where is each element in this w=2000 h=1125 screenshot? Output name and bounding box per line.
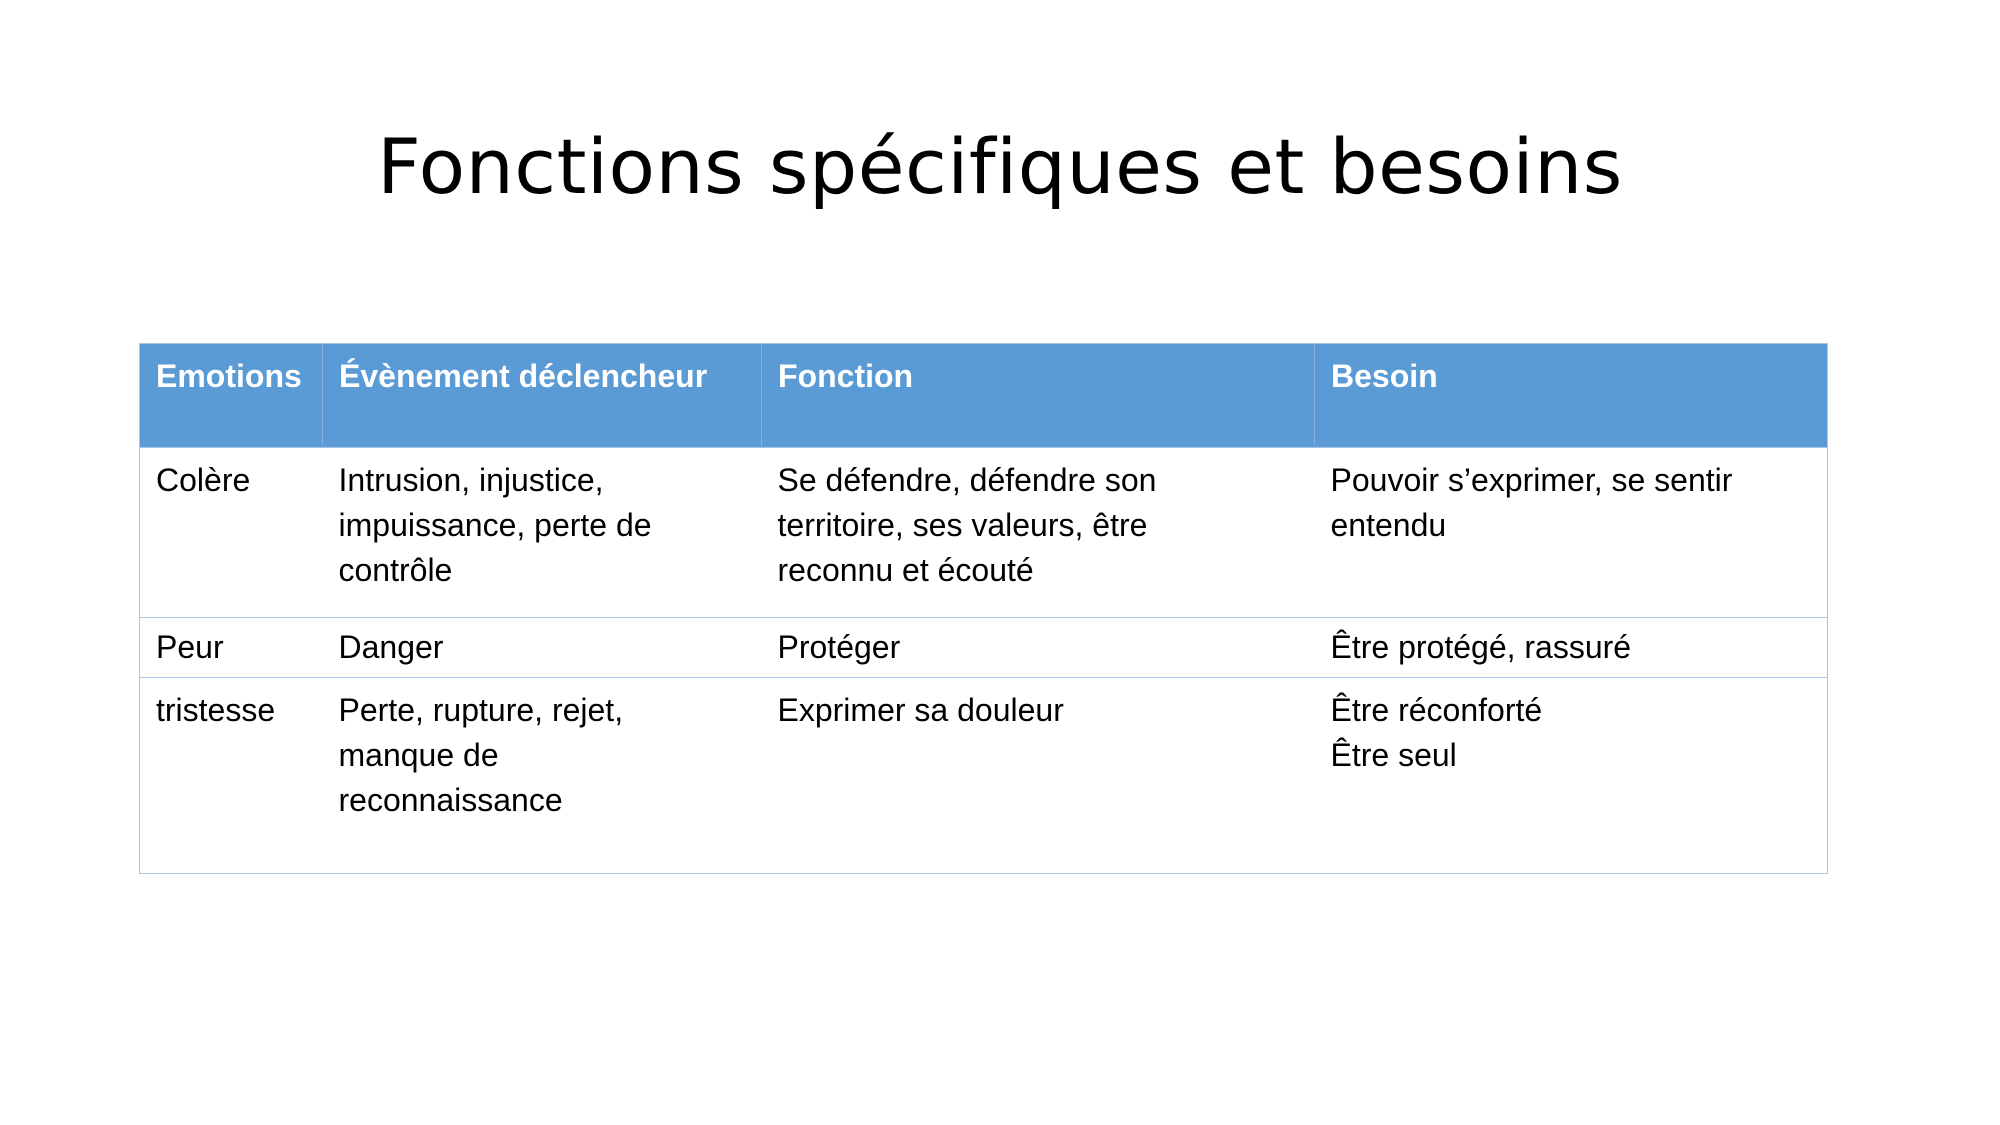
cell-fonction bbox=[762, 618, 1315, 678]
cell-line: Se défendre, défendre son bbox=[777, 462, 1157, 498]
header-row bbox=[140, 344, 1828, 448]
cell-fonction bbox=[762, 678, 1315, 874]
table-row bbox=[140, 448, 1828, 618]
header-emotions: Emotions bbox=[140, 344, 323, 448]
header-besoin: Besoin bbox=[1331, 358, 1438, 394]
cell-evenement bbox=[323, 678, 762, 874]
cell-line: reconnaissance bbox=[338, 782, 563, 818]
cell-line: Protéger bbox=[777, 629, 901, 665]
table-container bbox=[139, 343, 1827, 874]
slide-title: Fonctions spécifiques et besoins bbox=[377, 122, 1623, 211]
cell-line: Pouvoir s’exprimer, se sentir bbox=[1330, 462, 1733, 498]
emotions-table bbox=[139, 343, 1828, 874]
table-body bbox=[140, 448, 1828, 874]
cell-emotion: Peur bbox=[156, 629, 224, 665]
cell-besoin bbox=[1315, 678, 1828, 874]
cell-line: Être protégé, rassuré bbox=[1330, 629, 1632, 665]
cell-besoin bbox=[1315, 618, 1828, 678]
cell-line: Exprimer sa douleur bbox=[777, 692, 1064, 728]
cell-emotion: tristesse bbox=[156, 692, 276, 728]
cell-line: Perte, rupture, rejet, bbox=[338, 692, 624, 728]
cell-emotion: Colère bbox=[156, 462, 251, 498]
cell-besoin bbox=[1315, 448, 1828, 618]
cell-line: impuissance, perte de bbox=[338, 507, 652, 543]
cell-line: contrôle bbox=[338, 552, 453, 588]
cell-evenement bbox=[323, 618, 762, 678]
header-fonction: Fonction bbox=[762, 344, 1315, 448]
cell-line: reconnu et écouté bbox=[777, 552, 1034, 588]
cell-line: manque de bbox=[338, 737, 499, 773]
cell-line: territoire, ses valeurs, être bbox=[777, 507, 1148, 543]
table-row bbox=[140, 678, 1828, 874]
table-row bbox=[140, 618, 1828, 678]
cell-line: Être réconforté bbox=[1330, 692, 1543, 728]
table-header bbox=[140, 344, 1828, 448]
cell-line: entendu bbox=[1330, 507, 1447, 543]
cell-line: Être seul bbox=[1330, 737, 1457, 773]
cell-line: Danger bbox=[338, 629, 444, 665]
cell-fonction bbox=[762, 448, 1315, 618]
cell-line: Intrusion, injustice, bbox=[338, 462, 604, 498]
header-evenement: Évènement déclencheur bbox=[323, 344, 762, 448]
cell-evenement bbox=[323, 448, 762, 618]
